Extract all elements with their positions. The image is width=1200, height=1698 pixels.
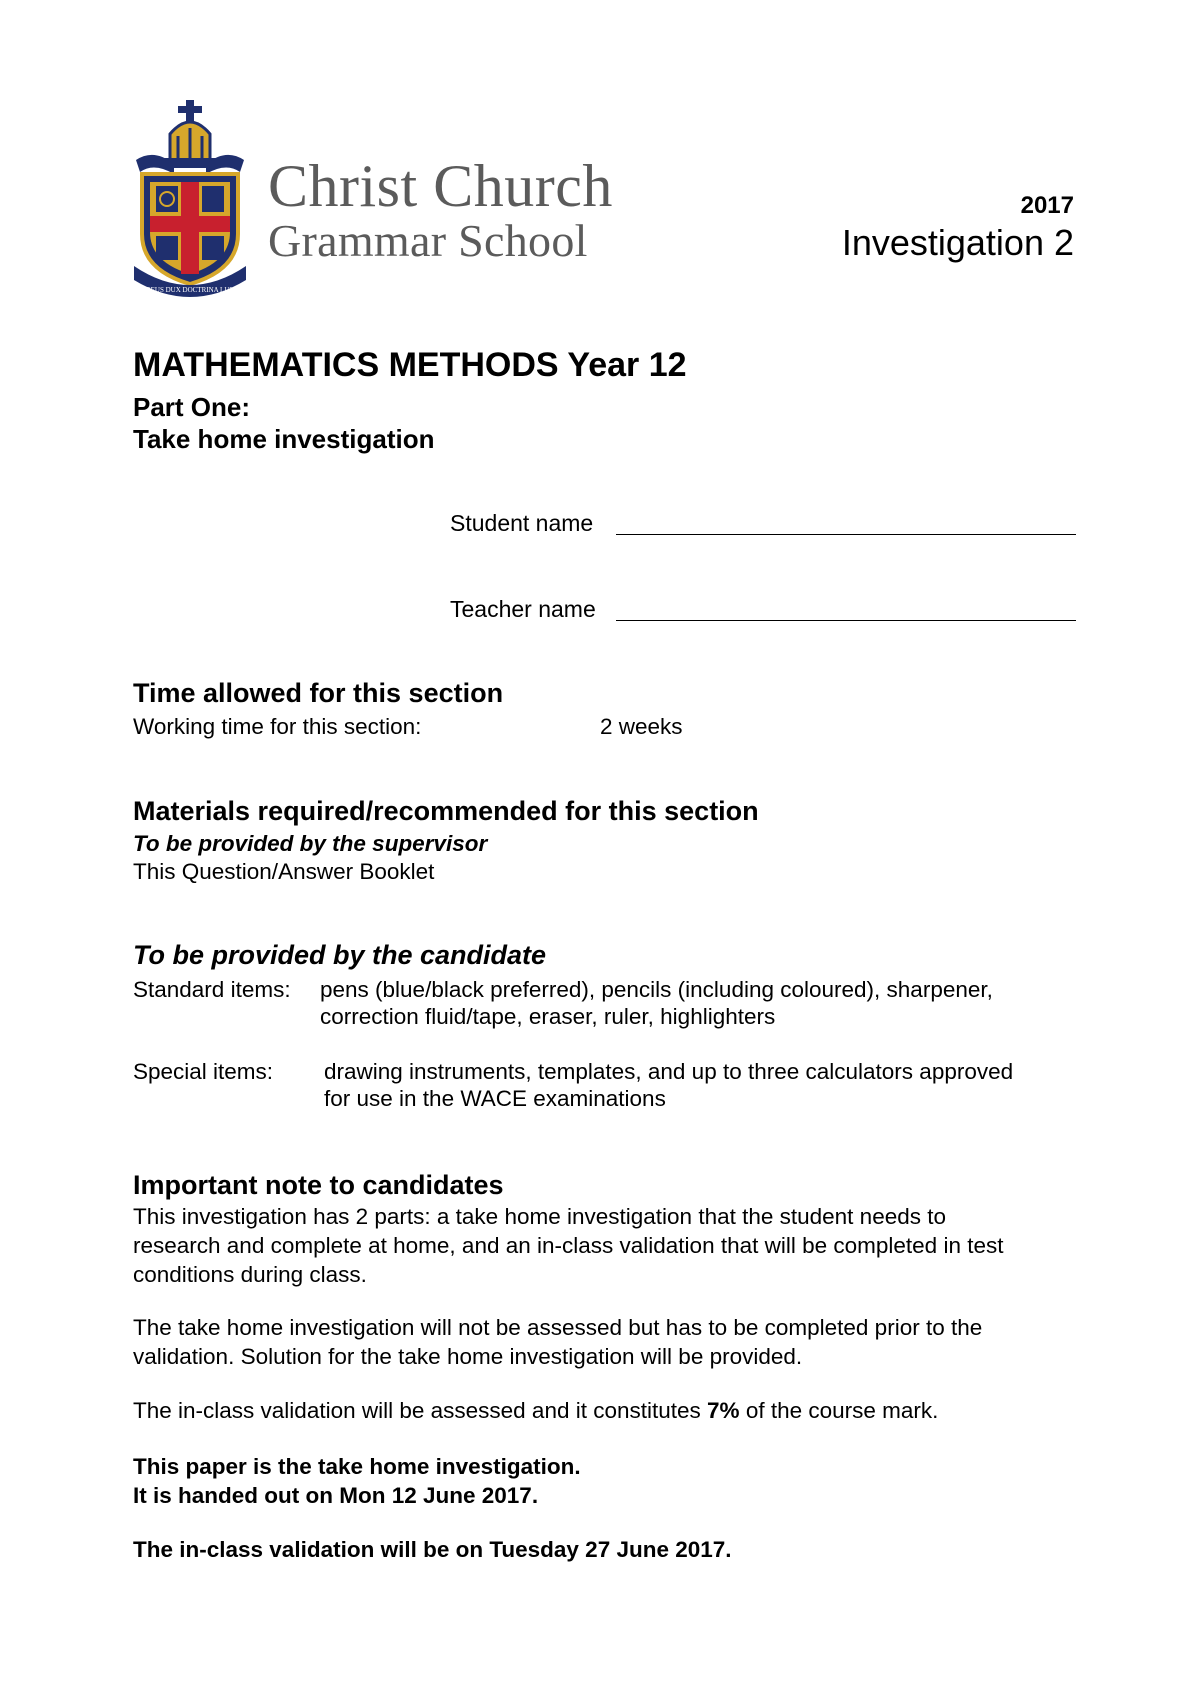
- special-items-line2: for use in the WACE examinations: [324, 1086, 666, 1111]
- supervisor-item: This Question/Answer Booklet: [133, 859, 435, 884]
- important-note-heading: Important note to candidates: [133, 1170, 504, 1200]
- note-paragraph-4: [133, 1452, 581, 1510]
- working-time-label: Working time for this section:: [133, 714, 422, 739]
- materials-heading: Materials required/recommended for this section: [133, 796, 759, 826]
- exam-year: 2017: [1020, 192, 1074, 219]
- note-paragraph-2: [133, 1313, 982, 1371]
- special-items-line1: drawing instruments, templates, and up to three calculators approved: [324, 1059, 1014, 1084]
- course-title: MATHEMATICS METHODS Year 12: [133, 346, 687, 384]
- note-p1-line1: This investigation has 2 parts: a take home investigation that the student needs to: [133, 1204, 946, 1229]
- assessment-title: Investigation 2: [841, 222, 1074, 263]
- note-paragraph-3: [133, 1396, 938, 1425]
- note-p1-line3: conditions during class.: [133, 1262, 367, 1287]
- student-name-field[interactable]: [616, 534, 1076, 535]
- note-p4-line1: This paper is the take home investigation.: [133, 1454, 581, 1479]
- school-name-line2: Grammar School: [268, 215, 588, 266]
- course-mark-percent: 7%: [707, 1398, 740, 1423]
- special-items-label: Special items:: [133, 1059, 274, 1084]
- school-name: [268, 153, 613, 266]
- school-crest-logo: [134, 98, 246, 298]
- note-p3-end: of the course mark.: [739, 1398, 939, 1423]
- candidate-heading: To be provided by the candidate: [133, 940, 547, 970]
- note-p2-line1: The take home investigation will not be assessed but has to be completed prior to the: [133, 1315, 983, 1340]
- school-name-line1: Christ Church: [268, 153, 613, 219]
- note-p4-line2: It is handed out on Mon 12 June 2017.: [133, 1483, 539, 1508]
- supervisor-heading: To be provided by the supervisor: [133, 831, 488, 856]
- note-p1-line2: research and complete at home, and an in-class validation that will be completed in test: [133, 1233, 1004, 1258]
- note-p3-text: The in-class validation will be assessed and it constitutes: [133, 1398, 708, 1423]
- student-name-label: Student name: [450, 510, 594, 536]
- part-label: Part One:: [133, 392, 251, 422]
- note-paragraph-1: [133, 1202, 1003, 1289]
- teacher-name-field[interactable]: [616, 620, 1076, 621]
- standard-items-label: Standard items:: [133, 977, 291, 1002]
- note-p2-line2: validation. Solution for the take home investigation will be provided.: [133, 1344, 803, 1369]
- teacher-name-label: Teacher name: [450, 596, 596, 622]
- standard-items-line2: correction fluid/tape, eraser, ruler, highlighters: [320, 1004, 776, 1029]
- standard-items-line1: pens (blue/black preferred), pencils (including coloured), sharpener,: [320, 977, 993, 1002]
- section-subtitle: Take home investigation: [133, 424, 435, 454]
- validation-date: The in-class validation will be on Tuesday 27 June 2017.: [133, 1537, 732, 1562]
- svg-text:DEUS DUX DOCTRINA LUX: DEUS DUX DOCTRINA LUX: [145, 286, 235, 294]
- working-time-value: 2 weeks: [600, 714, 683, 739]
- time-heading: Time allowed for this section: [133, 678, 504, 708]
